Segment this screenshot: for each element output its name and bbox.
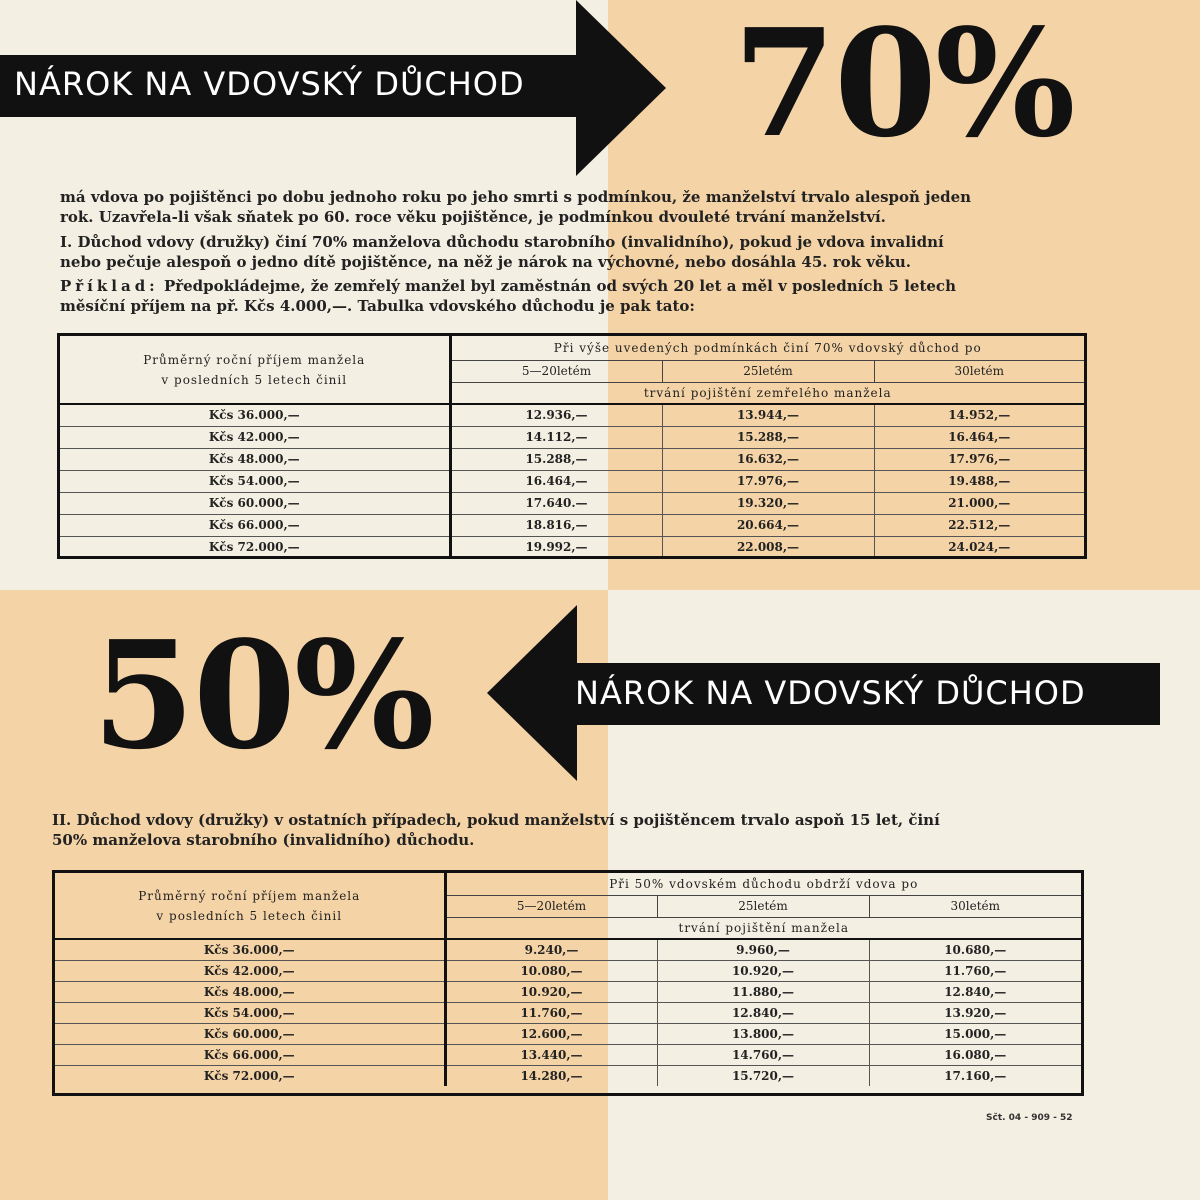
pension-cell: 12.936,— <box>450 404 662 426</box>
pension-table-50 <box>55 873 1081 1086</box>
pension-cell: 19.320,— <box>662 492 874 514</box>
income-cell: Kčs 42.000,— <box>60 426 450 448</box>
percent-heading: 70% <box>733 0 1074 170</box>
pension-cell: 12.600,— <box>445 1023 657 1044</box>
paragraph-line <box>60 276 956 296</box>
pension-cell: 13.944,— <box>662 404 874 426</box>
income-cell: Kčs 72.000,— <box>55 1065 445 1086</box>
pension-cell: 9.240,— <box>445 939 657 960</box>
pension-table-70 <box>60 336 1084 558</box>
income-cell: Kčs 54.000,— <box>60 470 450 492</box>
paragraph-line: nebo pečuje alespoň o jedno dítě pojištěnce, na něž je nárok na výchovné, nebo dosáhla 45. rok věku. <box>60 253 912 271</box>
pension-cell: 13.440,— <box>445 1044 657 1065</box>
column-header-25: 25letém <box>657 895 869 917</box>
percent-heading: 50% <box>92 608 433 782</box>
income-cell: Kčs 60.000,— <box>60 492 450 514</box>
print-code: Sčt. 04 - 909 - 52 <box>986 1113 1073 1123</box>
paragraph-line: má vdova po pojištěnci po dobu jednoho roku po jeho smrti s podmínkou, že manželství trvalo alespoň jeden <box>60 188 972 206</box>
income-cell: Kčs 60.000,— <box>55 1023 445 1044</box>
header-line: v posledních 5 letech činil <box>161 372 348 387</box>
table-row <box>60 448 1084 470</box>
banner-title: NÁROK NA VDOVSKÝ DŮCHOD <box>575 674 1086 712</box>
income-cell: Kčs 36.000,— <box>55 939 445 960</box>
table-row <box>60 404 1084 426</box>
table-row <box>55 1044 1081 1065</box>
header-line: Průměrný roční příjem manžela <box>143 352 366 367</box>
pension-cell: 10.680,— <box>869 939 1081 960</box>
header-line: v posledních 5 letech činil <box>156 908 343 923</box>
table-row <box>55 939 1081 960</box>
table-row <box>55 1023 1081 1044</box>
table-row <box>55 1002 1081 1023</box>
pension-cell: 10.920,— <box>657 960 869 981</box>
column-header-5-20: 5—20letém <box>450 360 662 382</box>
pension-cell: 16.464,— <box>450 470 662 492</box>
income-cell: Kčs 48.000,— <box>55 981 445 1002</box>
table-row <box>60 426 1084 448</box>
income-cell: Kčs 48.000,— <box>60 448 450 470</box>
pension-column-group-header: Při výše uvedených podmínkách činí 70% vdovský důchod po <box>450 336 1084 360</box>
duration-header: trvání pojištění zemřelého manžela <box>450 382 1084 404</box>
duration-header: trvání pojištění manžela <box>445 917 1081 939</box>
column-header-30: 30letém <box>869 895 1081 917</box>
pension-column-group-header: Při 50% vdovském důchodu obdrží vdova po <box>445 873 1081 895</box>
table-row <box>60 470 1084 492</box>
pension-cell: 19.488,— <box>874 470 1084 492</box>
pension-cell: 21.000,— <box>874 492 1084 514</box>
example-text: Předpokládejme, že zemřelý manžel byl zaměstnán od svých 20 let a měl v posledních 5 letech <box>163 277 956 295</box>
pension-cell: 14.760,— <box>657 1044 869 1065</box>
pension-cell: 14.952,— <box>874 404 1084 426</box>
pension-cell: 15.720,— <box>657 1065 869 1086</box>
pension-cell: 24.024,— <box>874 536 1084 558</box>
table-row <box>60 514 1084 536</box>
pension-cell: 22.008,— <box>662 536 874 558</box>
income-column-header <box>55 873 445 939</box>
pension-cell: 20.664,— <box>662 514 874 536</box>
column-header-25: 25letém <box>662 360 874 382</box>
paragraph-line: 50% manželova starobního (invalidního) důchodu. <box>52 831 475 849</box>
pension-cell: 17.976,— <box>874 448 1084 470</box>
table-row <box>60 492 1084 514</box>
pension-cell: 19.992,— <box>525 540 588 555</box>
table-row <box>55 981 1081 1002</box>
pension-cell: 16.464,— <box>874 426 1084 448</box>
pension-cell: 12.840,— <box>869 981 1081 1002</box>
pension-cell: 11.760,— <box>869 960 1081 981</box>
pension-cell: 16.632,— <box>662 448 874 470</box>
paragraph-line: II. Důchod vdovy (družky) v ostatních případech, pokud manželství s pojištěncem trvalo aspoň 15 let, činí <box>52 811 940 829</box>
pension-cell: 10.080,— <box>445 960 657 981</box>
pension-cell: 14.280,— <box>520 1068 583 1083</box>
pension-cell: 13.800,— <box>657 1023 869 1044</box>
pension-cell: 15.288,— <box>450 448 662 470</box>
income-cell: Kčs 66.000,— <box>55 1044 445 1065</box>
pension-cell: 9.960,— <box>657 939 869 960</box>
table-row <box>55 1065 1081 1086</box>
pension-cell: 15.288,— <box>662 426 874 448</box>
pension-cell: 17.160,— <box>869 1065 1081 1086</box>
pension-cell: 16.080,— <box>869 1044 1081 1065</box>
income-cell: Kčs 36.000,— <box>60 404 450 426</box>
table-row <box>60 536 1084 558</box>
pension-cell: 14.112,— <box>450 426 662 448</box>
pension-cell: 11.760,— <box>445 1002 657 1023</box>
income-cell: Kčs 66.000,— <box>60 514 450 536</box>
header-line: Průměrný roční příjem manžela <box>138 888 361 903</box>
income-column-header <box>60 336 450 404</box>
income-cell: Kčs 72.000,— <box>60 536 450 558</box>
banner-title: NÁROK NA VDOVSKÝ DŮCHOD <box>14 65 525 103</box>
column-header-5-20: 5—20letém <box>445 895 657 917</box>
pension-cell: 15.000,— <box>869 1023 1081 1044</box>
pension-cell: 17.976,— <box>662 470 874 492</box>
pension-cell: 12.840,— <box>657 1002 869 1023</box>
paragraph-line: rok. Uzavřela-li však sňatek po 60. roce věku pojištěnce, je podmínkou dvouleté trvání manželství. <box>60 208 886 226</box>
pension-cell: 18.816,— <box>450 514 662 536</box>
pension-cell: 10.920,— <box>445 981 657 1002</box>
pension-cell: 11.880,— <box>657 981 869 1002</box>
example-label: Příklad: <box>60 277 159 295</box>
column-header-30: 30letém <box>874 360 1084 382</box>
pension-cell: 17.640.— <box>450 492 662 514</box>
pension-cell: 22.512,— <box>874 514 1084 536</box>
paragraph-line: měsíční příjem na př. Kčs 4.000,—. Tabulka vdovského důchodu je pak tato: <box>60 297 695 315</box>
paragraph-line: I. Důchod vdovy (družky) činí 70% manželova důchodu starobního (invalidního), pokud je vdova invalidní <box>60 233 944 251</box>
income-cell: Kčs 42.000,— <box>55 960 445 981</box>
table-row <box>55 960 1081 981</box>
income-cell: Kčs 54.000,— <box>55 1002 445 1023</box>
pension-cell: 13.920,— <box>869 1002 1081 1023</box>
